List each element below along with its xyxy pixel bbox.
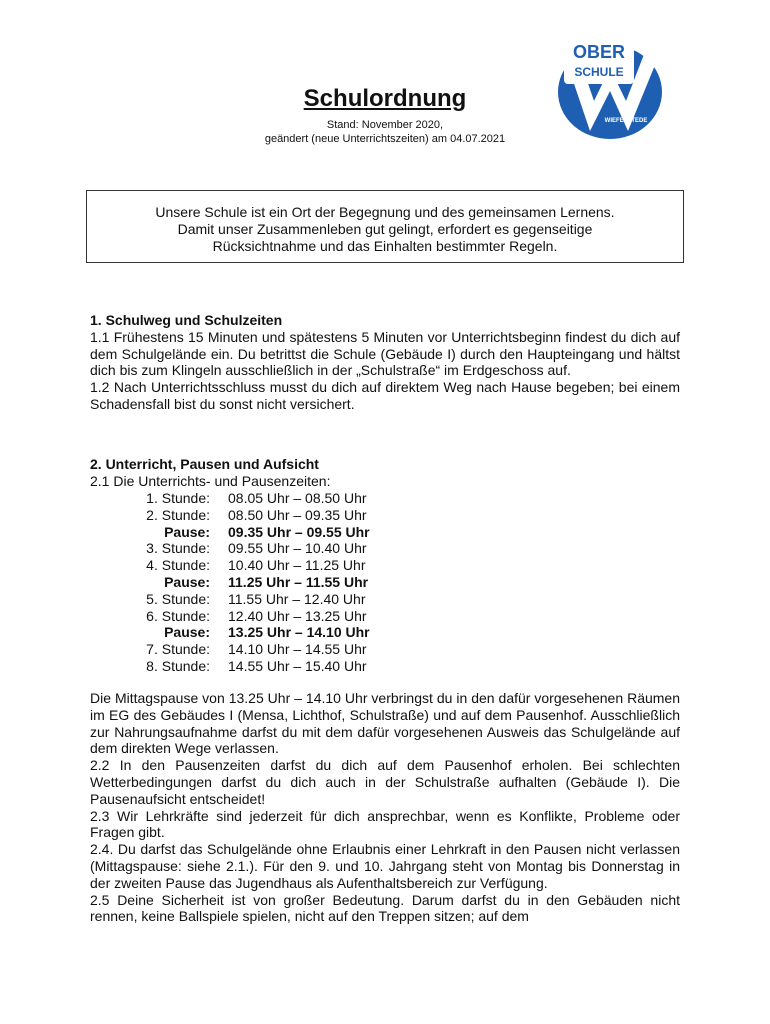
section-2 — [90, 456, 680, 490]
intro-line: Unsere Schule ist ein Ort der Begegnung und des gemeinsamen Lernens. — [155, 204, 615, 220]
schedule-label: Pause: — [164, 624, 210, 641]
schedule-row — [90, 658, 370, 675]
schedule-label: Pause: — [164, 573, 210, 590]
rule-1-1: 1.1 Frühestens 15 Minuten und spätestens 5 Minuten vor Unterrichtsbeginn findest du dich auf dem Schulgelände ein. Du betrittst die Schule (Gebäude I) durch den Haupteingang und hältst dich bis zum Klingeln ausschließlich in der „Schulstraße“ im Erdgeschoss auf. — [90, 328, 680, 379]
schedule-row — [90, 641, 370, 658]
schedule-label: 5. Stunde: — [146, 590, 210, 607]
schedule-label: 8. Stunde: — [146, 657, 210, 674]
rule-1-2: 1.2 Nach Unterrichtsschluss musst du dich auf direktem Weg nach Hause begeben; bei einem Schadensfall bist du sonst nicht versichert. — [90, 379, 680, 412]
rule-2-3: 2.3 Wir Lehrkräfte sind jederzeit für dich ansprechbar, wenn es Konflikte, Probleme oder Fragen gibt. — [90, 807, 680, 841]
schedule-table — [90, 490, 370, 675]
logo-place-text: WIEFELSTEDE — [604, 118, 648, 124]
schedule-time: 09.55 Uhr – 10.40 Uhr — [228, 540, 367, 557]
schedule-time: 09.35 Uhr – 09.55 Uhr — [228, 523, 370, 540]
schedule-time: 13.25 Uhr – 14.10 Uhr — [228, 624, 370, 641]
stand-date: Stand: November 2020, — [326, 119, 444, 131]
schedule-time: 12.40 Uhr – 13.25 Uhr — [228, 607, 367, 624]
schedule-row — [90, 591, 370, 608]
schedule-label: 4. Stunde: — [146, 557, 210, 574]
schedule-row — [90, 608, 370, 625]
schedule-row-pause — [90, 624, 370, 641]
schedule-row — [90, 557, 370, 574]
page-title: Schulordnung — [303, 85, 467, 112]
schedule-label: Pause: — [164, 523, 210, 540]
schedule-label: 7. Stunde: — [146, 641, 210, 658]
logo-bottom-text: SCHULE — [574, 65, 624, 79]
logo-top-text: OBER — [572, 42, 626, 62]
intro-line: Rücksichtnahme und das Einhalten bestimmter Regeln. — [212, 238, 558, 254]
schedule-label: 2. Stunde: — [146, 506, 210, 523]
section-1 — [90, 312, 680, 413]
section-1-heading: 1. Schulweg und Schulzeiten — [90, 312, 283, 328]
schedule-time: 10.40 Uhr – 11.25 Uhr — [228, 557, 366, 574]
intro-line: Damit unser Zusammenleben gut gelingt, erfordert es gegenseitige — [177, 221, 593, 237]
rule-2-2: 2.2 In den Pausenzeiten darfst du dich auf dem Pausenhof erholen. Bei schlechten Wetterbedingungen darfst du dich auch in der Schulstraße aufhalten (Gebäude I). Die Pausenaufsicht entscheidet! — [90, 757, 680, 807]
schedule-label: 3. Stunde: — [146, 540, 210, 557]
section-2-rules — [90, 690, 680, 925]
stand-info — [200, 118, 570, 146]
schedule-time: 14.55 Uhr – 15.40 Uhr — [228, 657, 367, 674]
section-2-heading: 2. Unterricht, Pausen und Aufsicht — [90, 456, 319, 472]
schedule-time: 11.25 Uhr – 11.55 Uhr — [228, 573, 369, 590]
schedule-row — [90, 507, 370, 524]
schedule-row — [90, 540, 370, 557]
rule-2-1: 2.1 Die Unterrichts- und Pausenzeiten: — [90, 472, 331, 489]
schedule-label: 6. Stunde: — [146, 607, 210, 624]
rule-2-4: 2.4. Du darfst das Schulgelände ohne Erlaubnis einer Lehrkraft in den Pausen nicht verlassen (Mittagspause: siehe 2.1.). Für den 9. und 10. Jahrgang steht von Montag bis Donnerstag in der zweiten Pause das Jugendhaus als Aufenthaltsbereich zur Verfügung. — [90, 841, 680, 891]
stand-changed: geändert (neue Unterrichtszeiten) am 04.07.2021 — [264, 133, 506, 145]
schedule-row-pause — [90, 524, 370, 541]
lunch-break-paragraph: Die Mittagspause von 13.25 Uhr – 14.10 Uhr verbringst du in den dafür vorgesehenen Räumen im EG des Gebäudes I (Mensa, Lichthof, Schulstraße) und auf dem Pausenhof. Ausschließlich zur Nahrungsaufnahme darfst du mit dem dafür vorgesehenen Ausweis das Schulgelände auf dem direkten Wege verlassen. — [90, 690, 680, 757]
schedule-row-pause — [90, 574, 370, 591]
schedule-row — [90, 490, 370, 507]
rule-2-5: 2.5 Deine Sicherheit ist von großer Bedeutung. Darum darfst du in den Gebäuden nicht rennen, keine Ballspiele spielen, nicht auf den Treppen sitzen; auf dem — [90, 891, 680, 925]
schedule-label: 1. Stunde: — [146, 490, 210, 506]
schedule-time: 08.05 Uhr – 08.50 Uhr — [228, 490, 367, 506]
schedule-time: 11.55 Uhr – 12.40 Uhr — [228, 590, 366, 607]
intro-box — [86, 190, 684, 263]
schedule-time: 08.50 Uhr – 09.35 Uhr — [228, 506, 367, 523]
schedule-time: 14.10 Uhr – 14.55 Uhr — [228, 641, 367, 658]
